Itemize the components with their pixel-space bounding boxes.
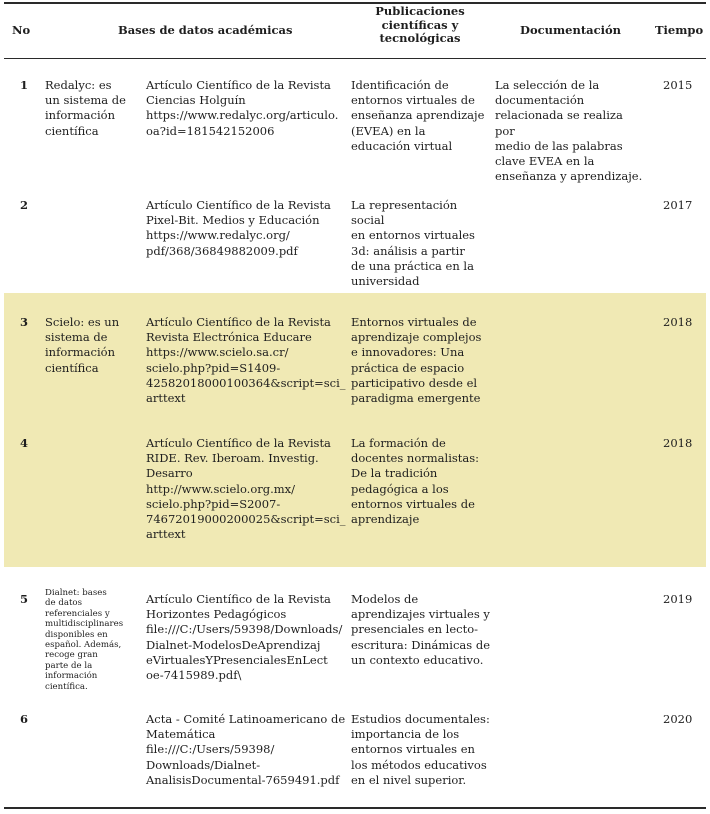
row-2-year: 2017: [663, 198, 693, 212]
row-4-article: Artículo Científico de la Revista RIDE. Rev. Iberoam. Investig. Desarro http://www.scielo.org.mx/ scielo.php?pid=S2007- 74672019000200025&script=sci_ arttext: [146, 436, 346, 542]
row-3-publication: Entornos virtuales de aprendizaje complejos e innovadores: Una práctica de espacio participativo desde el paradigma emergente: [351, 315, 482, 406]
top-rule: [4, 2, 706, 4]
row-3-no: 3: [20, 315, 29, 329]
row-4-year: 2018: [663, 436, 693, 450]
row-6-article: Acta - Comité Latinoamericano de Matemática file:///C:/Users/59398/ Downloads/Dialnet- AnalisisDocumental-7659491.pdf: [146, 712, 346, 787]
header-publicaciones: Publicaciones científicas y tecnológicas: [375, 4, 465, 45]
row-5-publication: Modelos de aprendizajes virtuales y presenciales en lecto- escritura: Dinámicas de un contexto educativo.: [351, 592, 490, 667]
row-1-article: Artículo Científico de la Revista Ciencias Holguín https://www.redalyc.org/articulo. oa?id=181542152006: [146, 78, 339, 138]
row-6-year: 2020: [663, 712, 693, 726]
row-5-no: 5: [20, 592, 29, 606]
row-2-article: Artículo Científico de la Revista Pixel-Bit. Medios y Educación https://www.redalyc.org/ pdf/368/36849882009.pdf: [146, 198, 331, 258]
row-1-documentation: La selección de la documentación relacionada se realiza por medio de las palabras clave EVEA en la enseñanza y aprendizaje.: [495, 78, 643, 184]
bottom-rule: [4, 807, 706, 809]
row-5-year: 2019: [663, 592, 693, 606]
row-2-publication: La representación social en entornos virtuales 3d: análisis a partir de una práctica en la universidad: [351, 198, 475, 289]
header-documentacion: Documentación: [520, 23, 622, 37]
row-1-year: 2015: [663, 78, 693, 92]
row-1-publication: Identificación de entornos virtuales de enseñanza aprendizaje (EVEA) en la educación virtual: [351, 78, 485, 153]
header-bases: Bases de datos académicas: [118, 23, 293, 37]
header-tiempo: Tiempo: [655, 23, 704, 37]
row-5-base: Dialnet: bases de datos referenciales y multidisciplinares disponibles en español. Además, recoge gran parte de la información científica.: [45, 588, 124, 692]
row-4-publication: La formación de docentes normalistas: De la tradición pedagógica a los entornos virtuales de aprendizaje: [351, 436, 480, 527]
header-rule: [4, 58, 706, 59]
row-3-article: Artículo Científico de la Revista Revista Electrónica Educare https://www.scielo.sa.cr/ scielo.php?pid=S1409- 42582018000100364&script=sci_ arttext: [146, 315, 346, 406]
header-no: No: [12, 23, 31, 37]
row-2-no: 2: [20, 198, 29, 212]
row-1-no: 1: [20, 78, 29, 92]
row-5-article: Artículo Científico de la Revista Horizontes Pedagógicos file:///C:/Users/59398/Downloads/ Dialnet-ModelosDeAprendizaj eVirtualesYPresencialesEnLect oe-7415989.pdf\: [146, 592, 343, 683]
row-3-year: 2018: [663, 315, 693, 329]
row-6-no: 6: [20, 712, 29, 726]
row-6-publication: Estudios documentales: importancia de los entornos virtuales en los métodos educativos en el nivel superior.: [351, 712, 490, 787]
row-1-base: Redalyc: es un sistema de información científica: [45, 78, 126, 138]
row-3-base: Scielo: es un sistema de información científica: [45, 315, 120, 375]
row-4-no: 4: [20, 436, 29, 450]
